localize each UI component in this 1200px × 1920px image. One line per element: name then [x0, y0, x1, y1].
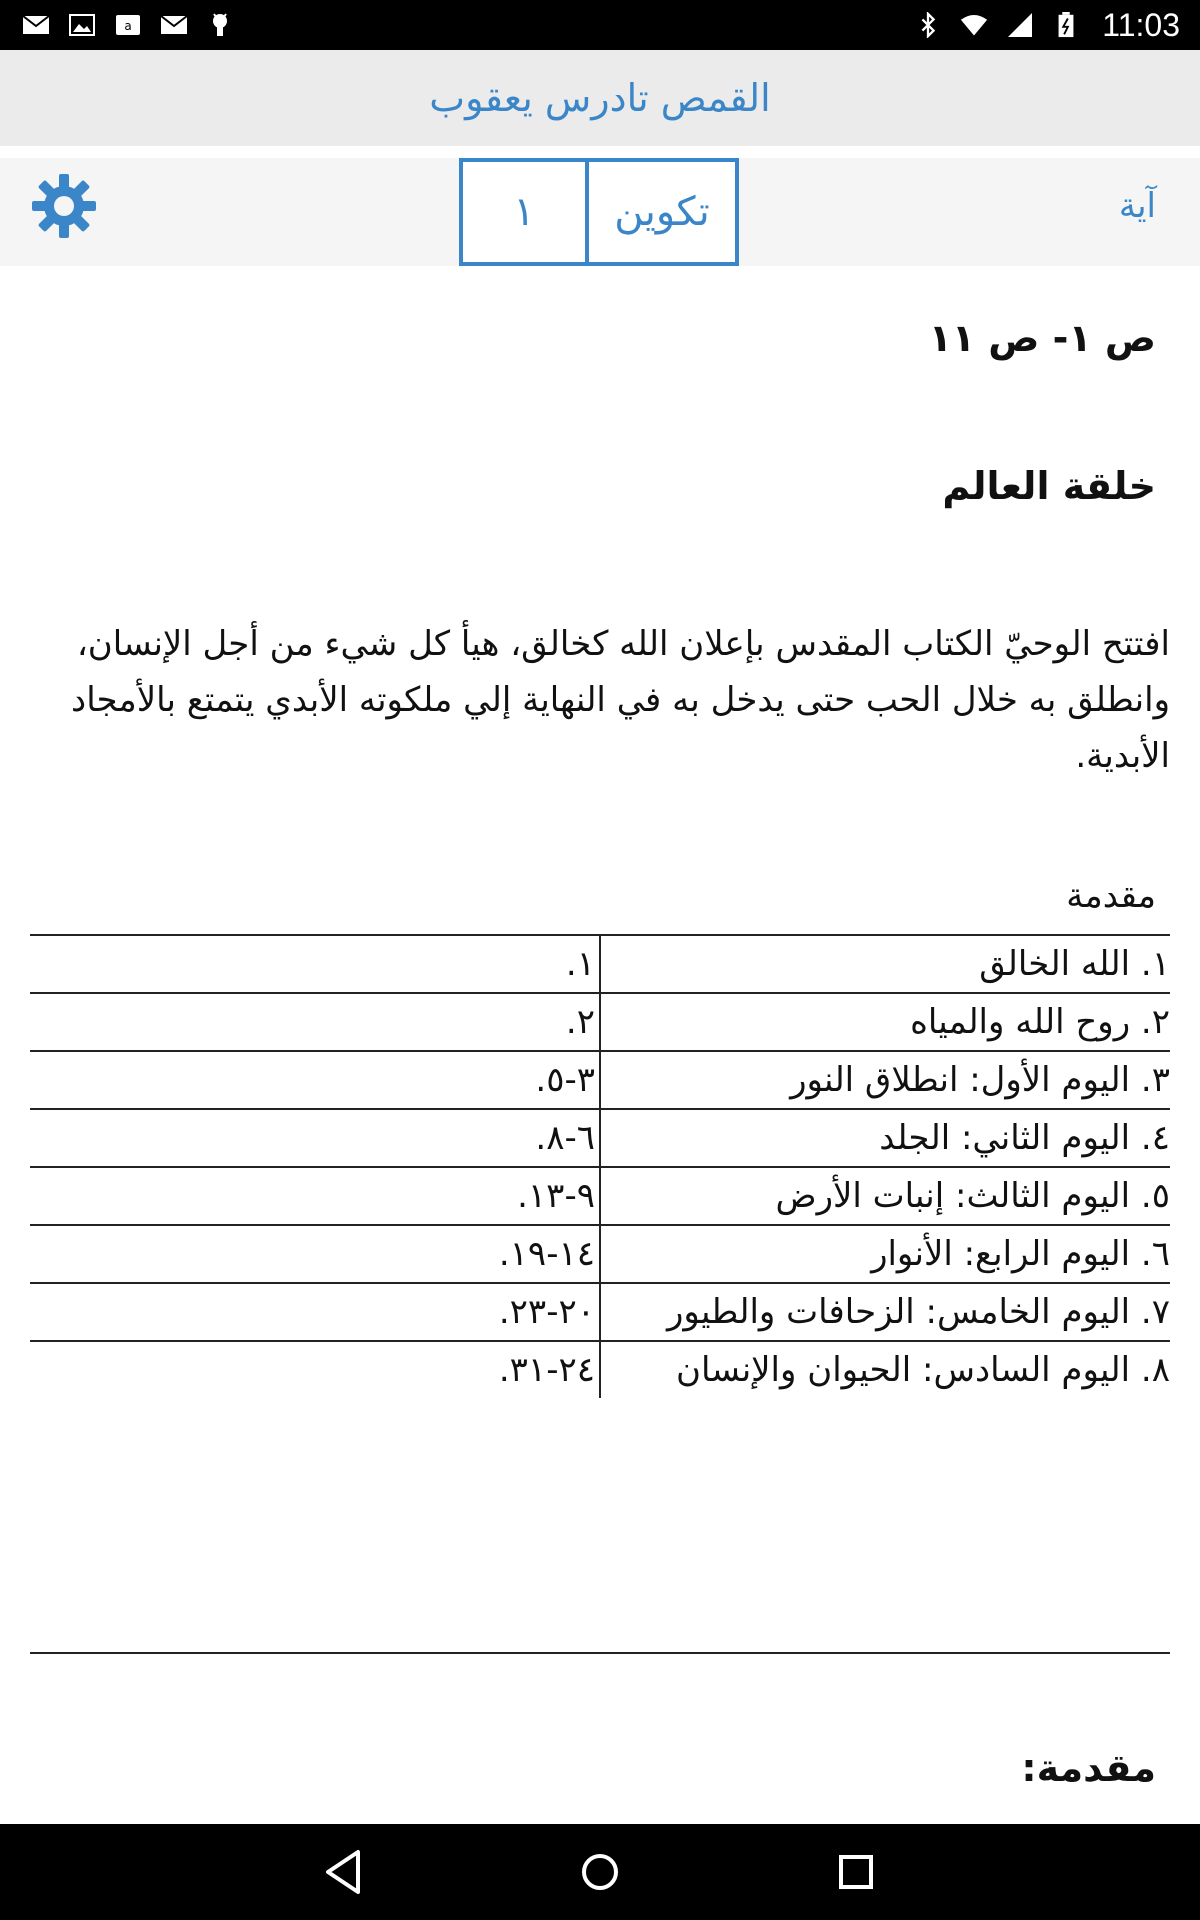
toc-verses: ٢٠-٢٣. [30, 1283, 600, 1341]
toc-verses: ٦-٨. [30, 1109, 600, 1167]
mail-icon [22, 12, 50, 38]
battery-icon [1052, 12, 1080, 38]
signal-icon [1006, 12, 1034, 38]
system-icons [914, 7, 1180, 44]
status-bar [0, 0, 1200, 50]
toc-verses: ٣-٥. [30, 1051, 600, 1109]
table-row [30, 1109, 1170, 1167]
home-icon[interactable] [572, 1844, 628, 1900]
chapter-selector[interactable]: ١ [459, 158, 589, 266]
table-row [30, 1225, 1170, 1283]
toc-verses: ١. [30, 935, 600, 993]
intro-paragraph: افتتح الوحيّ الكتاب المقدس بإعلان الله كخالق، هيأ كل شيء من أجل الإنسان، وانطلق به خلال الحب حتى يدخل به في النهاية إلي ملكوته الأبدي يتمتع بالأمجاد الأبدية. [71, 624, 1170, 776]
table-row [30, 1341, 1170, 1398]
toc-topic: ١. الله الخالق [600, 935, 1170, 993]
clock: 11:03 [1102, 6, 1180, 43]
table-row [30, 1283, 1170, 1341]
system-nav-bar [0, 1824, 1200, 1920]
toc-label: مقدمة [1066, 876, 1156, 916]
image-icon [68, 12, 96, 38]
toc-verses: ٩-١٣. [30, 1167, 600, 1225]
table-row [30, 1051, 1170, 1109]
page-title: القمص تادرس يعقوب [429, 76, 771, 120]
verse-button[interactable]: آية [1118, 186, 1156, 226]
chapter-range-heading: ص ١- ص ١١ [928, 316, 1156, 360]
app-title-bar [0, 50, 1200, 146]
mail-icon [160, 12, 188, 38]
toc-topic: ٧. اليوم الخامس: الزحافات والطيور [600, 1283, 1170, 1341]
back-icon[interactable] [316, 1844, 372, 1900]
intro-heading: مقدمة: [1021, 1746, 1156, 1790]
table-row [30, 935, 1170, 993]
toc-topic: ٤. اليوم الثاني: الجلد [600, 1109, 1170, 1167]
toc-verses: ٢٤-٣١. [30, 1341, 600, 1398]
toc-topic: ٢. روح الله والمياه [600, 993, 1170, 1051]
notification-icons [22, 12, 234, 38]
toc-topic: ٨. اليوم السادس: الحيوان والإنسان [600, 1341, 1170, 1398]
section-title: خلقة العالم [942, 464, 1156, 508]
gear-icon[interactable] [30, 172, 98, 240]
table-row [30, 1167, 1170, 1225]
wifi-icon [960, 12, 988, 38]
kindle-icon [114, 12, 142, 38]
toc-topic: ٦. اليوم الرابع: الأنوار [600, 1225, 1170, 1283]
toc-topic: ٥. اليوم الثالث: إنبات الأرض [600, 1167, 1170, 1225]
commentary-content[interactable] [30, 266, 1170, 1824]
svg-text:a: a [124, 19, 132, 33]
bluetooth-icon [914, 12, 942, 38]
table-row [30, 993, 1170, 1051]
section-divider [30, 1652, 1170, 1654]
toc-verses: ١٤-١٩. [30, 1225, 600, 1283]
android-icon [206, 12, 234, 38]
verse-toolbar [0, 158, 1200, 266]
toc-table [30, 934, 1170, 1398]
recents-icon[interactable] [828, 1844, 884, 1900]
book-selector[interactable]: تكوين [585, 158, 739, 266]
toc-topic: ٣. اليوم الأول: انطلاق النور [600, 1051, 1170, 1109]
toc-verses: ٢. [30, 993, 600, 1051]
